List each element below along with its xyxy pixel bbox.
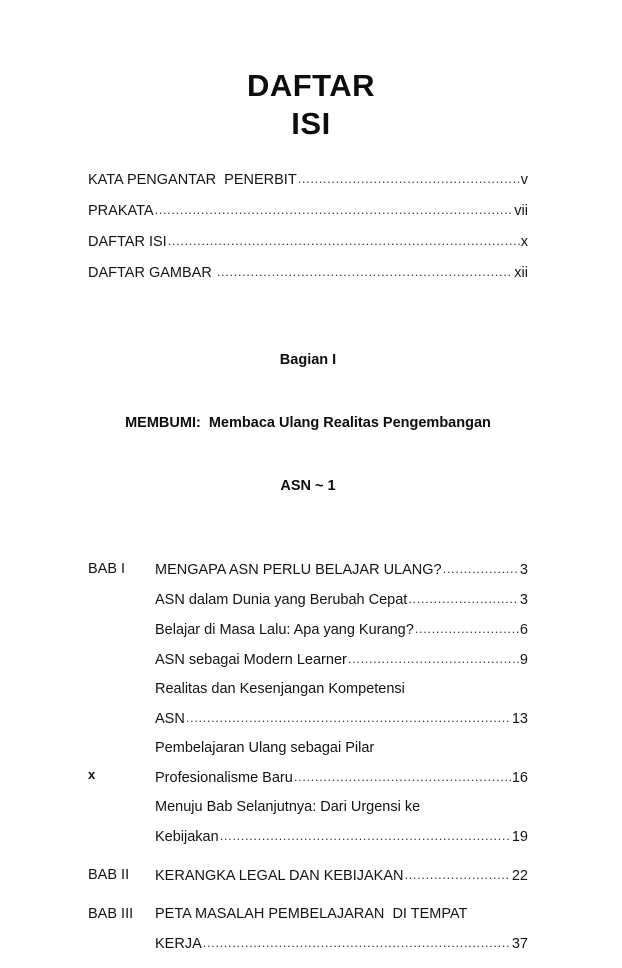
toc-entry[interactable]	[155, 555, 528, 585]
chapter-label: BAB III	[88, 906, 134, 922]
dot-leader	[220, 821, 511, 850]
front-matter-page-number: v	[520, 172, 528, 188]
toc-entry[interactable]	[155, 615, 528, 645]
dot-leader	[217, 264, 513, 279]
front-matter-list	[88, 172, 528, 296]
part-heading-line1: Bagian I	[279, 352, 337, 368]
dot-leader	[186, 703, 511, 732]
toc-entry-page-number: 6	[519, 622, 528, 638]
toc-entry-wrapped-line: Realitas dan Kesenjangan Kompetensi	[155, 681, 405, 697]
dot-leader	[408, 584, 519, 613]
part-heading-line3: ASN ~ 1	[280, 478, 336, 494]
toc-entry-page-number: 22	[511, 868, 528, 884]
table-of-contents	[88, 172, 528, 968]
toc-entry-wrapped-line: Pembelajaran Ulang sebagai Pilar	[155, 740, 375, 756]
toc-entry-text: Profesionalisme Baru	[155, 770, 293, 786]
toc-entry-page-number: 37	[511, 936, 528, 952]
toc-entry[interactable]	[155, 763, 528, 793]
dot-leader	[443, 554, 519, 583]
toc-entry-page-number: 3	[519, 592, 528, 608]
toc-entry-text: KERJA	[155, 936, 202, 952]
dot-leader	[203, 928, 511, 957]
front-matter-page-number: xii	[514, 265, 528, 281]
toc-entry-page-number: 9	[519, 652, 528, 668]
toc-entry-page-number: 16	[511, 770, 528, 786]
chapter-entries	[155, 861, 528, 891]
toc-entry-text: Kebijakan	[155, 829, 219, 845]
front-matter-row[interactable]	[88, 172, 528, 203]
front-matter-row[interactable]	[88, 265, 528, 296]
front-matter-page-number: x	[520, 234, 528, 250]
front-matter-row[interactable]	[88, 203, 528, 234]
toc-entry[interactable]	[155, 822, 528, 852]
toc-entry-wrapped-line: PETA MASALAH PEMBELAJARAN DI TEMPAT	[155, 906, 468, 922]
dot-leader	[298, 171, 520, 186]
chapter-label: BAB II	[88, 867, 130, 883]
toc-entry[interactable]	[155, 585, 528, 615]
toc-entry-text: MENGAPA ASN PERLU BELAJAR ULANG?	[155, 562, 442, 578]
toc-entry-page-number: 19	[511, 829, 528, 845]
chapter-label: BAB I	[88, 561, 126, 577]
toc-entry-wrapped-line: Menuju Bab Selanjutnya: Dari Urgensi ke	[155, 799, 421, 815]
dot-leader	[155, 202, 514, 217]
dot-leader	[294, 762, 511, 791]
toc-entry-text: ASN sebagai Modern Learner	[155, 652, 347, 668]
toc-entry[interactable]	[155, 929, 528, 959]
page-title-line1: DAFTAR	[246, 68, 376, 103]
chapter-list	[88, 555, 528, 959]
part-heading	[88, 308, 528, 539]
front-matter-page-number: vii	[514, 203, 528, 219]
toc-entry[interactable]	[155, 704, 528, 734]
toc-entry-text: ASN	[155, 711, 185, 727]
chapter-block	[88, 861, 528, 891]
chapter-block	[88, 555, 528, 852]
dot-leader	[168, 233, 520, 248]
dot-leader	[348, 644, 519, 673]
dot-leader	[404, 860, 510, 889]
toc-entry[interactable]	[155, 645, 528, 675]
toc-entry-text: Belajar di Masa Lalu: Apa yang Kurang?	[155, 622, 414, 638]
front-matter-label: KATA PENGANTAR PENERBIT	[88, 172, 297, 188]
toc-entry-page-number: 3	[519, 562, 528, 578]
chapter-block	[88, 900, 528, 959]
page-number-folio: x	[88, 767, 96, 782]
toc-entry[interactable]	[155, 861, 528, 891]
chapter-entries	[155, 555, 528, 852]
part-heading-line2: MEMBUMI: Membaca Ulang Realitas Pengembangan	[125, 415, 491, 431]
dot-leader	[415, 614, 519, 643]
toc-entry-text: ASN dalam Dunia yang Berubah Cepat	[155, 592, 408, 608]
front-matter-label: DAFTAR ISI	[88, 234, 167, 250]
chapter-entries	[155, 900, 528, 959]
toc-entry-page-number: 13	[511, 711, 528, 727]
page-title-line2: ISI	[291, 106, 331, 141]
toc-entry-text: KERANGKA LEGAL DAN KEBIJAKAN	[155, 868, 404, 884]
front-matter-label: DAFTAR GAMBAR	[88, 265, 216, 281]
front-matter-row[interactable]	[88, 234, 528, 265]
front-matter-label: PRAKATA	[88, 203, 154, 219]
